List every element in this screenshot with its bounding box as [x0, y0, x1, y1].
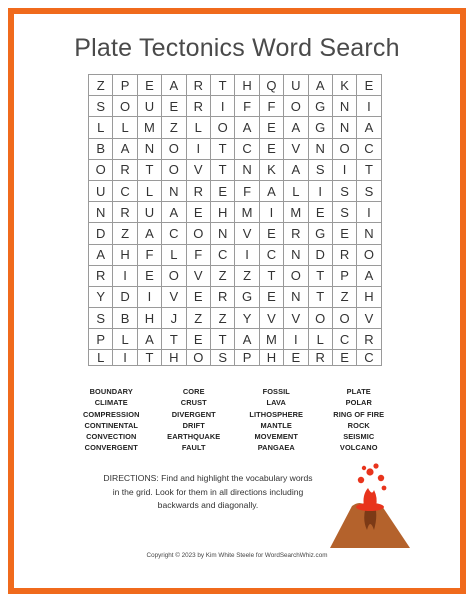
grid-cell: E: [284, 350, 308, 366]
grid-cell: R: [89, 266, 113, 287]
grid-cell: S: [333, 181, 357, 202]
grid-cell: H: [162, 350, 186, 366]
vocabulary-word: LITHOSPHERE: [249, 409, 304, 419]
grid-cell: E: [260, 139, 284, 160]
grid-cell: I: [333, 160, 357, 181]
grid-cell: R: [333, 245, 357, 266]
grid-cell: I: [357, 96, 381, 117]
vocabulary-word: POLAR: [345, 398, 372, 408]
grid-cell: E: [187, 329, 211, 350]
grid-cell: I: [260, 202, 284, 223]
grid-cell: A: [357, 266, 381, 287]
grid-cell: E: [260, 287, 284, 308]
grid-cell: Z: [113, 223, 137, 244]
grid-cell: O: [284, 96, 308, 117]
grid-cell: A: [162, 75, 186, 96]
grid-cell: H: [138, 308, 162, 329]
grid-cell: E: [260, 117, 284, 138]
grid-cell: P: [235, 350, 259, 366]
grid-cell: R: [113, 160, 137, 181]
grid-cell: C: [211, 245, 235, 266]
grid-cell: N: [235, 160, 259, 181]
grid-cell: T: [211, 329, 235, 350]
vocabulary-word: CONTINENTAL: [84, 420, 138, 430]
word-column: [153, 386, 236, 454]
word-column: [70, 386, 153, 454]
grid-cell: E: [187, 287, 211, 308]
vocabulary-word: MOVEMENT: [254, 432, 298, 442]
directions: [88, 472, 328, 513]
grid-cell: B: [89, 139, 113, 160]
grid-cell: E: [138, 266, 162, 287]
grid-cell: P: [113, 75, 137, 96]
word-column: [235, 386, 318, 454]
grid-cell: M: [235, 202, 259, 223]
grid-cell: A: [89, 245, 113, 266]
grid-cell: Y: [235, 308, 259, 329]
grid-cell: C: [260, 245, 284, 266]
grid-cell: S: [89, 96, 113, 117]
grid-cell: Z: [162, 117, 186, 138]
vocabulary-word: EARTHQUAKE: [167, 432, 221, 442]
grid-cell: T: [138, 350, 162, 366]
grid-cell: S: [357, 181, 381, 202]
vocabulary-word: ROCK: [347, 420, 370, 430]
volcano-icon: [326, 460, 414, 552]
grid-cell: O: [162, 139, 186, 160]
grid-cell: O: [113, 96, 137, 117]
grid-cell: O: [357, 245, 381, 266]
grid-cell: V: [235, 223, 259, 244]
grid-cell: V: [187, 160, 211, 181]
grid-cell: T: [357, 160, 381, 181]
vocabulary-word: BOUNDARY: [89, 387, 133, 396]
grid-cell: U: [138, 202, 162, 223]
grid-cell: C: [333, 329, 357, 350]
grid-cell: H: [235, 75, 259, 96]
grid-cell: N: [309, 139, 333, 160]
grid-cell: O: [187, 350, 211, 366]
vocabulary-word: CLIMATE: [94, 398, 128, 408]
vocabulary-word: VOLCANO: [339, 443, 378, 453]
grid-cell: V: [260, 308, 284, 329]
grid-cell: N: [357, 223, 381, 244]
grid-cell: C: [235, 139, 259, 160]
grid-cell: T: [211, 75, 235, 96]
vocabulary-word: COMPRESSION: [82, 409, 140, 419]
vocabulary-word: CONVERGENT: [84, 443, 138, 453]
grid-cell: A: [138, 223, 162, 244]
grid-cell: Q: [260, 75, 284, 96]
vocabulary-word: FAULT: [181, 443, 206, 453]
grid-cell: O: [162, 266, 186, 287]
grid-cell: G: [309, 117, 333, 138]
grid-cell: O: [211, 117, 235, 138]
grid-cell: I: [113, 350, 137, 366]
grid-cell: A: [309, 75, 333, 96]
grid-cell: I: [357, 202, 381, 223]
grid-cell: C: [357, 139, 381, 160]
grid-cell: O: [284, 266, 308, 287]
grid-cell: E: [357, 75, 381, 96]
grid-cell: R: [309, 350, 333, 366]
directions-line-2: in the grid. Look for them in all directions including: [112, 486, 304, 497]
letter-grid: [88, 74, 382, 366]
grid-cell: F: [235, 181, 259, 202]
grid-cell: V: [187, 266, 211, 287]
vocabulary-word: CORE: [182, 387, 205, 396]
grid-cell: I: [187, 139, 211, 160]
grid-cell: F: [138, 245, 162, 266]
grid-cell: L: [284, 181, 308, 202]
grid-cell: V: [357, 308, 381, 329]
grid-cell: U: [284, 75, 308, 96]
grid-cell: S: [309, 160, 333, 181]
grid-cell: I: [113, 266, 137, 287]
word-column: [318, 386, 401, 454]
word-list: [70, 386, 400, 454]
grid-cell: Z: [235, 266, 259, 287]
grid-cell: N: [284, 245, 308, 266]
grid-cell: N: [211, 223, 235, 244]
grid-cell: S: [89, 308, 113, 329]
grid-cell: G: [309, 96, 333, 117]
grid-cell: F: [187, 245, 211, 266]
grid-cell: A: [235, 329, 259, 350]
grid-cell: E: [333, 223, 357, 244]
grid-cell: K: [333, 75, 357, 96]
grid-cell: G: [235, 287, 259, 308]
directions-line-1: DIRECTIONS: Find and highlight the vocabulary words: [103, 473, 313, 483]
vocabulary-word: SEISMIC: [343, 432, 375, 442]
grid-cell: V: [284, 139, 308, 160]
vocabulary-word: PANGAEA: [257, 443, 295, 453]
grid-cell: N: [89, 202, 113, 223]
grid-cell: O: [187, 223, 211, 244]
grid-cell: T: [211, 139, 235, 160]
grid-cell: H: [113, 245, 137, 266]
grid-cell: T: [211, 160, 235, 181]
grid-cell: L: [89, 117, 113, 138]
grid-cell: N: [162, 181, 186, 202]
grid-cell: D: [113, 287, 137, 308]
grid-cell: P: [89, 329, 113, 350]
grid-cell: Z: [211, 266, 235, 287]
grid-cell: Z: [89, 75, 113, 96]
directions-line-3: backwards and diagonally.: [157, 500, 259, 511]
grid-cell: O: [309, 308, 333, 329]
grid-cell: L: [89, 350, 113, 366]
grid-cell: A: [357, 117, 381, 138]
grid-cell: O: [89, 160, 113, 181]
vocabulary-word: FOSSIL: [262, 387, 290, 396]
grid-cell: Z: [211, 308, 235, 329]
grid-cell: U: [138, 96, 162, 117]
grid-cell: H: [211, 202, 235, 223]
vocabulary-word: LAVA: [266, 398, 286, 408]
grid-cell: E: [211, 181, 235, 202]
grid-cell: R: [357, 329, 381, 350]
grid-cell: R: [187, 96, 211, 117]
grid-cell: R: [187, 75, 211, 96]
grid-cell: T: [260, 266, 284, 287]
grid-cell: N: [284, 287, 308, 308]
vocabulary-word: CONVECTION: [86, 432, 137, 442]
grid-cell: Z: [333, 287, 357, 308]
grid-cell: C: [113, 181, 137, 202]
grid-cell: D: [309, 245, 333, 266]
grid-cell: L: [113, 117, 137, 138]
grid-cell: E: [260, 223, 284, 244]
vocabulary-word: CRUST: [180, 398, 207, 408]
grid-cell: V: [284, 308, 308, 329]
grid-cell: R: [187, 181, 211, 202]
grid-cell: E: [138, 75, 162, 96]
grid-cell: I: [309, 181, 333, 202]
grid-cell: I: [211, 96, 235, 117]
grid-cell: I: [138, 287, 162, 308]
grid-cell: L: [162, 245, 186, 266]
page-title: Plate Tectonics Word Search: [74, 34, 400, 62]
grid-cell: T: [138, 160, 162, 181]
grid-cell: H: [260, 350, 284, 366]
grid-cell: I: [284, 329, 308, 350]
grid-cell: N: [333, 96, 357, 117]
grid-cell: O: [333, 139, 357, 160]
grid-cell: E: [187, 202, 211, 223]
grid-cell: B: [113, 308, 137, 329]
grid-cell: L: [187, 117, 211, 138]
grid-cell: Z: [187, 308, 211, 329]
grid-cell: A: [260, 181, 284, 202]
grid-cell: A: [284, 117, 308, 138]
grid-cell: T: [162, 329, 186, 350]
vocabulary-word: PLATE: [346, 387, 371, 396]
vocabulary-word: DRIFT: [182, 420, 205, 430]
grid-cell: A: [235, 117, 259, 138]
grid-cell: M: [138, 117, 162, 138]
grid-cell: R: [113, 202, 137, 223]
copyright-text: Copyright © 2023 by Kim White Steele for WordSearchWhiz.com: [146, 552, 328, 559]
grid-cell: G: [309, 223, 333, 244]
grid-cell: I: [235, 245, 259, 266]
grid-cell: F: [260, 96, 284, 117]
grid-cell: M: [284, 202, 308, 223]
vocabulary-word: DIVERGENT: [171, 409, 216, 419]
grid-cell: T: [309, 287, 333, 308]
grid-cell: A: [138, 329, 162, 350]
grid-cell: E: [162, 96, 186, 117]
grid-cell: S: [333, 202, 357, 223]
grid-cell: R: [211, 287, 235, 308]
vocabulary-word: RING OF FIRE: [333, 409, 385, 419]
grid-cell: A: [284, 160, 308, 181]
grid-cell: O: [162, 160, 186, 181]
grid-cell: Y: [89, 287, 113, 308]
grid-cell: L: [113, 329, 137, 350]
grid-cell: U: [89, 181, 113, 202]
vocabulary-word: MANTLE: [260, 420, 292, 430]
grid-cell: S: [211, 350, 235, 366]
grid-cell: V: [162, 287, 186, 308]
grid-cell: E: [309, 202, 333, 223]
grid-cell: M: [260, 329, 284, 350]
grid-cell: O: [333, 308, 357, 329]
grid-cell: R: [284, 223, 308, 244]
grid-cell: N: [333, 117, 357, 138]
grid-cell: J: [162, 308, 186, 329]
grid-cell: L: [309, 329, 333, 350]
grid-cell: D: [89, 223, 113, 244]
grid-cell: H: [357, 287, 381, 308]
grid-cell: A: [162, 202, 186, 223]
grid-cell: T: [309, 266, 333, 287]
grid-cell: C: [357, 350, 381, 366]
grid-cell: K: [260, 160, 284, 181]
grid-cell: P: [333, 266, 357, 287]
grid-cell: E: [333, 350, 357, 366]
grid-cell: F: [235, 96, 259, 117]
grid-cell: C: [162, 223, 186, 244]
grid-cell: N: [138, 139, 162, 160]
grid-cell: L: [138, 181, 162, 202]
grid-cell: A: [113, 139, 137, 160]
